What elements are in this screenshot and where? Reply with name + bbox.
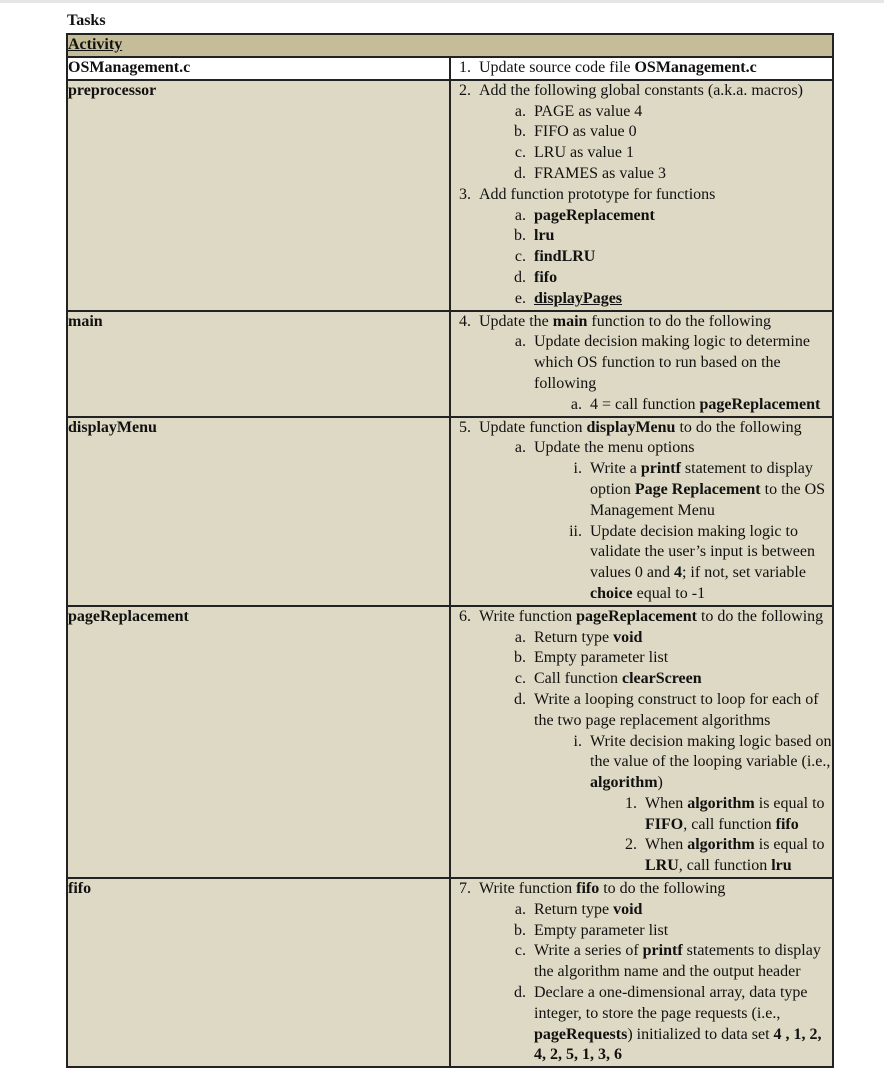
activity-label: pageReplacement	[67, 606, 450, 878]
item-number: 7.	[459, 880, 471, 898]
list-item	[451, 794, 832, 836]
list-item	[451, 81, 832, 102]
item-number: c.	[514, 670, 526, 688]
item-number: 2.	[625, 836, 637, 854]
item-number: c.	[514, 942, 526, 960]
item-text: When algorithm is equal to LRU, call function lru	[645, 836, 825, 875]
item-number: a.	[514, 102, 526, 120]
list-item	[451, 648, 832, 669]
item-number: 1.	[459, 59, 471, 76]
item-number: b.	[514, 649, 526, 667]
item-number: a.	[514, 333, 526, 351]
list-item	[451, 835, 832, 877]
item-text: Return type void	[534, 900, 643, 918]
item-number: 2.	[459, 81, 471, 99]
item-text: Update the main function to do the following	[479, 312, 771, 330]
list-item	[451, 879, 832, 900]
item-text: PAGE as value 4	[534, 102, 643, 120]
list-item	[451, 669, 832, 690]
item-number: c.	[514, 248, 526, 266]
item-text: Return type void	[534, 628, 643, 646]
list-item	[451, 268, 832, 289]
item-number: d.	[514, 268, 526, 286]
list-item	[451, 332, 832, 394]
item-number: i.	[573, 460, 582, 478]
task-list	[450, 606, 833, 878]
list-item	[451, 418, 832, 439]
item-text: Update function displayMenu to do the following	[479, 418, 802, 436]
item-text: Write decision making logic based on the value of the looping variable (i.e., algorithm)	[590, 732, 832, 792]
list-item	[451, 690, 832, 732]
item-text: FRAMES as value 3	[534, 164, 666, 182]
item-text: Add the following global constants (a.k.a. macros)	[479, 81, 803, 99]
tasks-table	[66, 33, 834, 1068]
item-number: b.	[514, 123, 526, 141]
item-text: Call function clearScreen	[534, 670, 702, 688]
list-item	[451, 247, 832, 268]
list-item	[451, 312, 832, 333]
activity-label: OSManagement.c	[67, 57, 450, 80]
list-item	[451, 395, 832, 416]
item-number: 3.	[459, 185, 471, 203]
list-item	[451, 164, 832, 185]
item-text: Add function prototype for functions	[479, 185, 716, 203]
table-row	[67, 878, 833, 1067]
item-number: e.	[514, 289, 526, 307]
item-text: 4 = call function pageReplacement	[590, 395, 821, 413]
item-number: 6.	[459, 607, 471, 625]
activity-label: preprocessor	[67, 80, 450, 311]
activity-label: fifo	[67, 878, 450, 1067]
item-number: b.	[514, 227, 526, 245]
table-body	[67, 57, 833, 1067]
task-list	[450, 417, 833, 606]
item-text: lru	[534, 227, 555, 245]
item-text: fifo	[534, 268, 558, 286]
list-item	[451, 921, 832, 942]
item-number: a.	[514, 628, 526, 646]
item-number: b.	[514, 921, 526, 939]
list-item	[451, 226, 832, 247]
table-row	[67, 80, 833, 311]
item-text: When algorithm is equal to FIFO, call function fifo	[645, 794, 825, 833]
task-list	[450, 878, 833, 1067]
list-item	[451, 102, 832, 123]
item-number: i.	[573, 732, 582, 750]
list-item	[451, 438, 832, 459]
item-text: Update the menu options	[534, 439, 695, 457]
item-number: a.	[570, 395, 582, 413]
item-number: d.	[514, 690, 526, 708]
list-item	[451, 58, 832, 79]
item-text: Empty parameter list	[534, 921, 669, 939]
list-item	[451, 206, 832, 227]
item-number: 4.	[459, 312, 471, 330]
list-item	[451, 900, 832, 921]
list-item	[451, 143, 832, 164]
list-item	[451, 628, 832, 649]
item-number: 5.	[459, 418, 471, 436]
table-row	[67, 57, 833, 80]
item-text: Update decision making logic to validate the user’s input is between values 0 and 4; if not, set variable choice equal to -1	[590, 522, 815, 602]
item-text: pageReplacement	[534, 206, 655, 224]
item-number: a.	[514, 439, 526, 457]
item-text: Write function fifo to do the following	[479, 880, 726, 898]
item-text: Update decision making logic to determine which OS function to run based on the following	[534, 333, 810, 392]
page-title: Tasks	[67, 12, 106, 29]
list-item	[451, 185, 832, 206]
list-item	[451, 122, 832, 143]
item-number: c.	[514, 144, 526, 162]
task-list	[450, 311, 833, 417]
item-number: d.	[514, 164, 526, 182]
task-list	[450, 57, 833, 80]
item-text: LRU as value 1	[534, 144, 634, 162]
item-text: FIFO as value 0	[534, 123, 637, 141]
list-item	[451, 941, 832, 983]
table-row	[67, 606, 833, 878]
list-item	[451, 459, 832, 521]
item-text: Write function pageReplacement to do the following	[479, 607, 824, 625]
table-row	[67, 417, 833, 606]
item-text: displayPages	[534, 289, 623, 307]
top-bar	[0, 0, 884, 3]
item-text: Write a printf statement to display option Page Replacement to the OS Management Menu	[590, 460, 826, 519]
item-number: a.	[514, 900, 526, 918]
item-text: Update source code file OSManagement.c	[479, 59, 757, 76]
table-row	[67, 311, 833, 417]
activity-header: Activity	[67, 34, 833, 57]
list-item	[451, 607, 832, 628]
list-item	[451, 983, 832, 1066]
item-text: Declare a one-dimensional array, data type integer, to store the page requests (i.e., pageRequests) initialized to data set 4 , 1, 2, 4, 2, 5, 1, 3, 6	[534, 984, 822, 1064]
activity-label: main	[67, 311, 450, 417]
activity-label: displayMenu	[67, 417, 450, 606]
item-number: d.	[514, 984, 526, 1002]
item-number: a.	[514, 206, 526, 224]
item-text: Empty parameter list	[534, 649, 669, 667]
item-text: Write a series of printf statements to display the algorithm name and the output header	[534, 942, 821, 981]
item-text: findLRU	[534, 248, 596, 266]
item-text: Write a looping construct to loop for each of the two page replacement algorithms	[534, 690, 819, 729]
item-number: ii.	[569, 522, 582, 540]
table-header-row	[67, 34, 833, 57]
list-item	[451, 289, 832, 310]
list-item	[451, 522, 832, 605]
list-item	[451, 732, 832, 794]
item-number: 1.	[625, 794, 637, 812]
task-list	[450, 80, 833, 311]
